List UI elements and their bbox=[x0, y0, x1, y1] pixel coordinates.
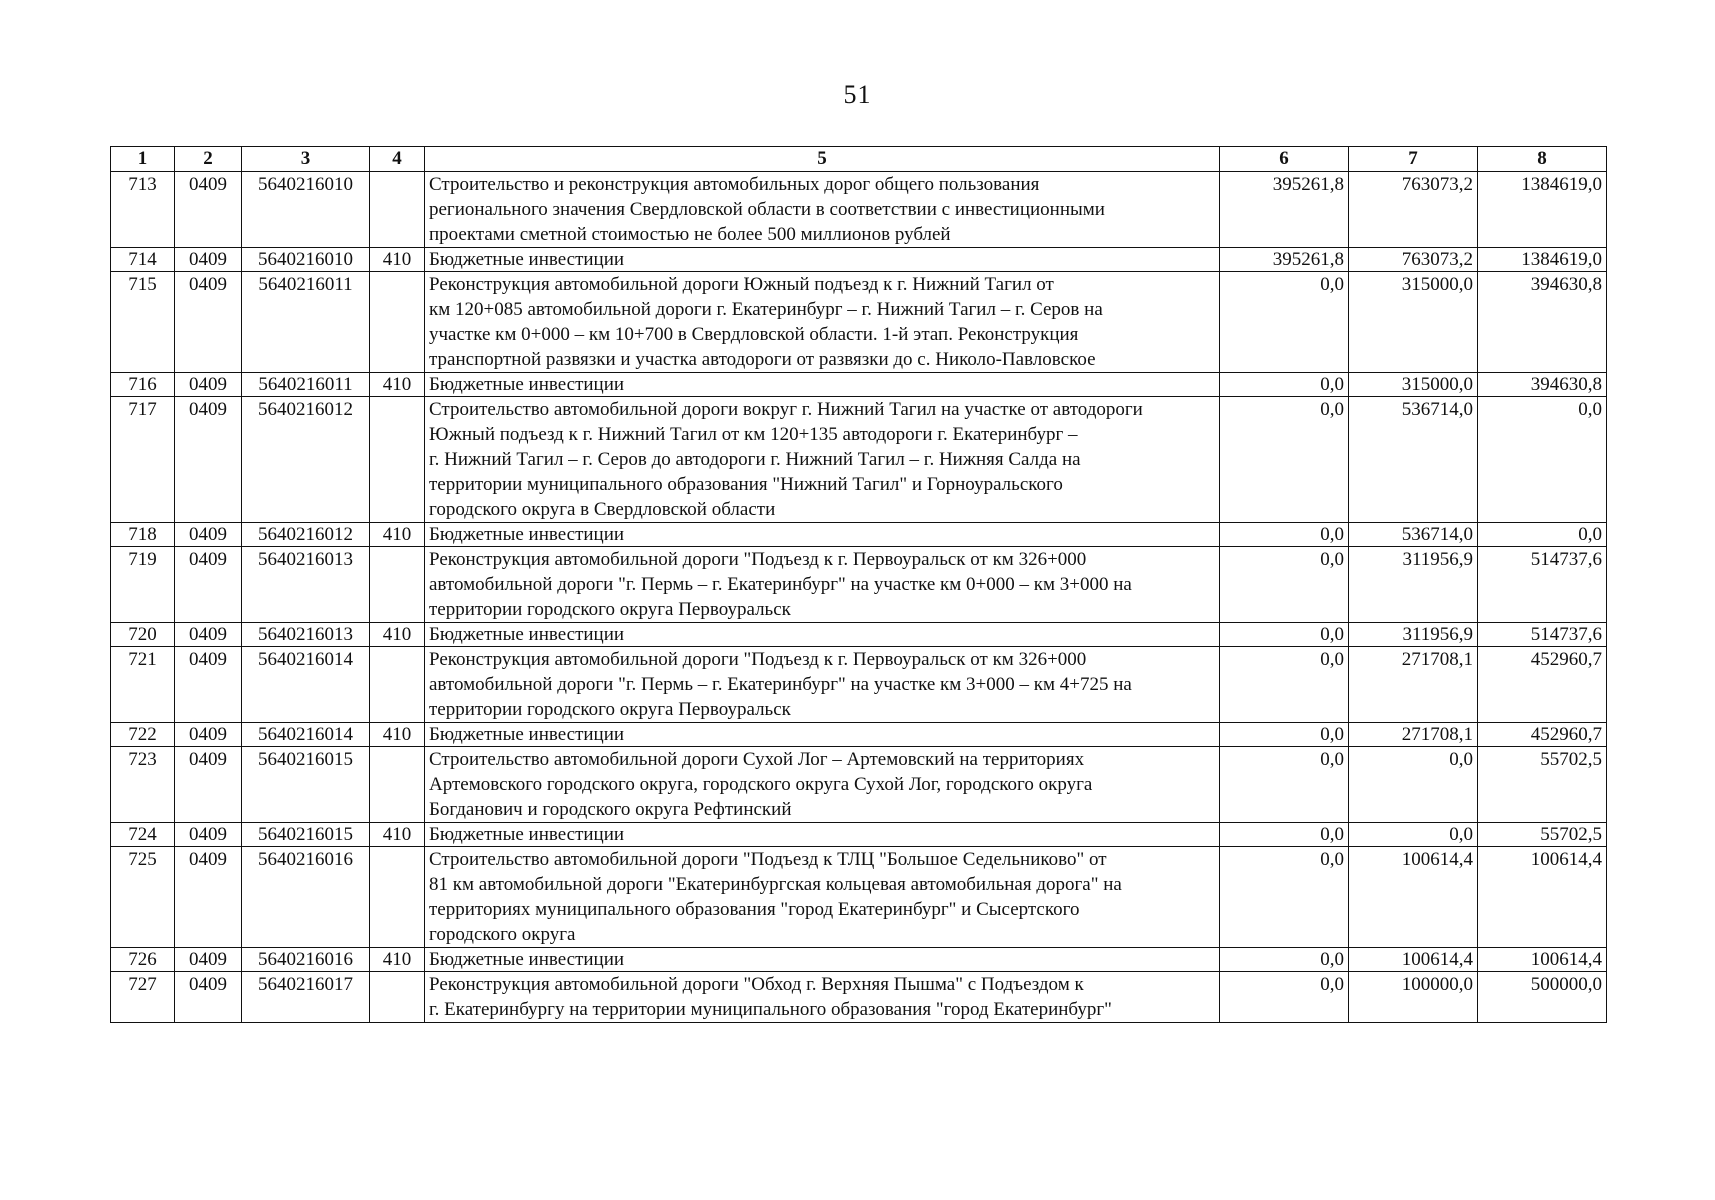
section-code: 0409 bbox=[175, 523, 242, 547]
amount-col-6: 0,0 bbox=[1220, 397, 1349, 523]
row-number: 724 bbox=[111, 823, 175, 847]
description-line: проектами сметной стоимостью не более 500 миллионов рублей bbox=[429, 224, 951, 245]
description-line: Реконструкция автомобильной дороги "Подъезд к г. Первоуральск от км 326+000 bbox=[429, 649, 1087, 670]
target-item-code: 5640216010 bbox=[242, 172, 370, 248]
amount-col-7: 0,0 bbox=[1349, 747, 1478, 823]
amount-col-7: 311956,9 bbox=[1349, 547, 1478, 623]
description-line: г. Нижний Тагил – г. Серов до автодороги г. Нижний Тагил – г. Нижняя Салда на bbox=[429, 449, 1081, 470]
description-line: Южный подъезд к г. Нижний Тагил от км 120+135 автодороги г. Екатеринбург – bbox=[429, 424, 1078, 445]
amount-col-8: 514737,6 bbox=[1478, 623, 1607, 647]
row-number: 723 bbox=[111, 747, 175, 823]
page-number: 51 bbox=[843, 80, 872, 109]
expense-type-code bbox=[370, 397, 425, 523]
description bbox=[425, 172, 1220, 248]
description-line: Бюджетные инвестиции bbox=[429, 249, 625, 270]
expense-type-code: 410 bbox=[370, 248, 425, 272]
description-line: Артемовского городского округа, городского округа Сухой Лог, городского округа bbox=[429, 774, 1093, 795]
budget-table bbox=[110, 146, 1607, 1023]
row-number: 715 bbox=[111, 272, 175, 373]
expense-type-code: 410 bbox=[370, 948, 425, 972]
expense-type-code bbox=[370, 547, 425, 623]
table-row bbox=[111, 373, 1607, 397]
description bbox=[425, 272, 1220, 373]
amount-col-7: 271708,1 bbox=[1349, 723, 1478, 747]
amount-col-7: 315000,0 bbox=[1349, 272, 1478, 373]
description-line: Бюджетные инвестиции bbox=[429, 624, 625, 645]
description-line: автомобильной дороги "г. Пермь – г. Екатеринбург" на участке км 3+000 – км 4+725 на bbox=[429, 674, 1132, 695]
row-number: 721 bbox=[111, 647, 175, 723]
description bbox=[425, 747, 1220, 823]
table-row bbox=[111, 823, 1607, 847]
description-line: Бюджетные инвестиции bbox=[429, 824, 625, 845]
description-line: км 120+085 автомобильной дороги г. Екатеринбург – г. Нижний Тагил – г. Серов на bbox=[429, 299, 1103, 320]
target-item-code: 5640216012 bbox=[242, 523, 370, 547]
expense-type-code: 410 bbox=[370, 523, 425, 547]
row-number: 720 bbox=[111, 623, 175, 647]
table-row bbox=[111, 172, 1607, 248]
expense-type-code: 410 bbox=[370, 723, 425, 747]
amount-col-7: 536714,0 bbox=[1349, 523, 1478, 547]
amount-col-6: 0,0 bbox=[1220, 272, 1349, 373]
description-line: регионального значения Свердловской области в соответствии с инвестиционными bbox=[429, 199, 1105, 220]
description-line: 81 км автомобильной дороги "Екатеринбургская кольцевая автомобильная дорога" на bbox=[429, 874, 1122, 895]
header-col-2: 2 bbox=[175, 147, 242, 172]
amount-col-8: 55702,5 bbox=[1478, 823, 1607, 847]
table-row bbox=[111, 623, 1607, 647]
description-line: Реконструкция автомобильной дороги "Обход г. Верхняя Пышма" с Подъездом к bbox=[429, 974, 1084, 995]
table-header bbox=[111, 147, 1607, 172]
table-row bbox=[111, 523, 1607, 547]
table-row bbox=[111, 248, 1607, 272]
row-number: 714 bbox=[111, 248, 175, 272]
amount-col-6: 0,0 bbox=[1220, 373, 1349, 397]
description bbox=[425, 248, 1220, 272]
description bbox=[425, 623, 1220, 647]
description bbox=[425, 948, 1220, 972]
row-number: 727 bbox=[111, 972, 175, 1023]
description-line: автомобильной дороги "г. Пермь – г. Екатеринбург" на участке км 0+000 – км 3+000 на bbox=[429, 574, 1132, 595]
table-row bbox=[111, 547, 1607, 623]
expense-type-code: 410 bbox=[370, 823, 425, 847]
description bbox=[425, 847, 1220, 948]
section-code: 0409 bbox=[175, 647, 242, 723]
header-col-7: 7 bbox=[1349, 147, 1478, 172]
section-code: 0409 bbox=[175, 747, 242, 823]
expense-type-code: 410 bbox=[370, 373, 425, 397]
header-col-6: 6 bbox=[1220, 147, 1349, 172]
amount-col-7: 315000,0 bbox=[1349, 373, 1478, 397]
amount-col-7: 536714,0 bbox=[1349, 397, 1478, 523]
section-code: 0409 bbox=[175, 172, 242, 248]
target-item-code: 5640216013 bbox=[242, 547, 370, 623]
description bbox=[425, 823, 1220, 847]
description-line: городского округа bbox=[429, 924, 576, 945]
section-code: 0409 bbox=[175, 248, 242, 272]
amount-col-8: 452960,7 bbox=[1478, 723, 1607, 747]
section-code: 0409 bbox=[175, 397, 242, 523]
header-row bbox=[111, 147, 1607, 172]
amount-col-6: 395261,8 bbox=[1220, 172, 1349, 248]
section-code: 0409 bbox=[175, 723, 242, 747]
amount-col-8: 1384619,0 bbox=[1478, 248, 1607, 272]
amount-col-6: 0,0 bbox=[1220, 747, 1349, 823]
table-row bbox=[111, 723, 1607, 747]
header-col-3: 3 bbox=[242, 147, 370, 172]
expense-type-code: 410 bbox=[370, 623, 425, 647]
expense-type-code bbox=[370, 647, 425, 723]
table-row bbox=[111, 948, 1607, 972]
description-line: Реконструкция автомобильной дороги "Подъезд к г. Первоуральск от км 326+000 bbox=[429, 549, 1087, 570]
table-body bbox=[111, 172, 1607, 1023]
amount-col-6: 0,0 bbox=[1220, 523, 1349, 547]
amount-col-8: 500000,0 bbox=[1478, 972, 1607, 1023]
description-line: Строительство автомобильной дороги "Подъезд к ТЛЦ "Большое Седельниково" от bbox=[429, 849, 1107, 870]
amount-col-7: 100614,4 bbox=[1349, 847, 1478, 948]
table-row bbox=[111, 647, 1607, 723]
amount-col-7: 311956,9 bbox=[1349, 623, 1478, 647]
description-line: г. Екатеринбургу на территории муниципального образования "город Екатеринбург" bbox=[429, 999, 1112, 1020]
row-number: 713 bbox=[111, 172, 175, 248]
row-number: 719 bbox=[111, 547, 175, 623]
table-row bbox=[111, 847, 1607, 948]
row-number: 717 bbox=[111, 397, 175, 523]
amount-col-7: 100000,0 bbox=[1349, 972, 1478, 1023]
amount-col-6: 0,0 bbox=[1220, 723, 1349, 747]
target-item-code: 5640216015 bbox=[242, 747, 370, 823]
amount-col-8: 394630,8 bbox=[1478, 272, 1607, 373]
amount-col-8: 514737,6 bbox=[1478, 547, 1607, 623]
row-number: 726 bbox=[111, 948, 175, 972]
target-item-code: 5640216016 bbox=[242, 948, 370, 972]
target-item-code: 5640216016 bbox=[242, 847, 370, 948]
expense-type-code bbox=[370, 272, 425, 373]
amount-col-8: 0,0 bbox=[1478, 397, 1607, 523]
description-line: участке км 0+000 – км 10+700 в Свердловской области. 1-й этап. Реконструкция bbox=[429, 324, 1079, 345]
expense-type-code bbox=[370, 847, 425, 948]
description-line: территориях муниципального образования "город Екатеринбург" и Сысертского bbox=[429, 899, 1080, 920]
amount-col-8: 100614,4 bbox=[1478, 948, 1607, 972]
amount-col-6: 0,0 bbox=[1220, 847, 1349, 948]
target-item-code: 5640216015 bbox=[242, 823, 370, 847]
amount-col-6: 0,0 bbox=[1220, 623, 1349, 647]
row-number: 716 bbox=[111, 373, 175, 397]
description bbox=[425, 647, 1220, 723]
header-col-4: 4 bbox=[370, 147, 425, 172]
amount-col-8: 452960,7 bbox=[1478, 647, 1607, 723]
description-line: Бюджетные инвестиции bbox=[429, 949, 625, 970]
amount-col-6: 0,0 bbox=[1220, 972, 1349, 1023]
expense-type-code bbox=[370, 172, 425, 248]
section-code: 0409 bbox=[175, 373, 242, 397]
description bbox=[425, 547, 1220, 623]
section-code: 0409 bbox=[175, 948, 242, 972]
target-item-code: 5640216014 bbox=[242, 647, 370, 723]
section-code: 0409 bbox=[175, 272, 242, 373]
description-line: Бюджетные инвестиции bbox=[429, 724, 625, 745]
header-col-8: 8 bbox=[1478, 147, 1607, 172]
row-number: 718 bbox=[111, 523, 175, 547]
section-code: 0409 bbox=[175, 823, 242, 847]
description-line: Строительство автомобильной дороги Сухой Лог – Артемовский на территориях bbox=[429, 749, 1085, 770]
description-line: Богданович и городского округа Рефтинский bbox=[429, 799, 792, 820]
description-line: Бюджетные инвестиции bbox=[429, 524, 625, 545]
amount-col-8: 55702,5 bbox=[1478, 747, 1607, 823]
amount-col-6: 0,0 bbox=[1220, 547, 1349, 623]
expense-type-code bbox=[370, 972, 425, 1023]
target-item-code: 5640216013 bbox=[242, 623, 370, 647]
amount-col-6: 395261,8 bbox=[1220, 248, 1349, 272]
amount-col-7: 0,0 bbox=[1349, 823, 1478, 847]
row-number: 722 bbox=[111, 723, 175, 747]
amount-col-8: 394630,8 bbox=[1478, 373, 1607, 397]
amount-col-7: 271708,1 bbox=[1349, 647, 1478, 723]
section-code: 0409 bbox=[175, 623, 242, 647]
target-item-code: 5640216011 bbox=[242, 272, 370, 373]
amount-col-7: 763073,2 bbox=[1349, 248, 1478, 272]
amount-col-6: 0,0 bbox=[1220, 823, 1349, 847]
target-item-code: 5640216017 bbox=[242, 972, 370, 1023]
table-row bbox=[111, 747, 1607, 823]
amount-col-8: 100614,4 bbox=[1478, 847, 1607, 948]
table-row bbox=[111, 397, 1607, 523]
description-line: территории городского округа Первоуральск bbox=[429, 699, 791, 720]
description bbox=[425, 397, 1220, 523]
section-code: 0409 bbox=[175, 547, 242, 623]
description-line: территории муниципального образования "Нижний Тагил" и Горноуральского bbox=[429, 474, 1063, 495]
description bbox=[425, 972, 1220, 1023]
section-code: 0409 bbox=[175, 847, 242, 948]
description-line: территории городского округа Первоуральск bbox=[429, 599, 791, 620]
expense-type-code bbox=[370, 747, 425, 823]
header-col-5: 5 bbox=[425, 147, 1220, 172]
table-row bbox=[111, 972, 1607, 1023]
description bbox=[425, 373, 1220, 397]
amount-col-6: 0,0 bbox=[1220, 647, 1349, 723]
description-line: транспортной развязки и участка автодороги от развязки до с. Николо-Павловское bbox=[429, 349, 1096, 370]
section-code: 0409 bbox=[175, 972, 242, 1023]
description-line: Строительство и реконструкция автомобильных дорог общего пользования bbox=[429, 174, 1040, 195]
target-item-code: 5640216014 bbox=[242, 723, 370, 747]
amount-col-7: 100614,4 bbox=[1349, 948, 1478, 972]
row-number: 725 bbox=[111, 847, 175, 948]
target-item-code: 5640216011 bbox=[242, 373, 370, 397]
amount-col-8: 0,0 bbox=[1478, 523, 1607, 547]
table-row bbox=[111, 272, 1607, 373]
header-col-1: 1 bbox=[111, 147, 175, 172]
description-line: Строительство автомобильной дороги вокруг г. Нижний Тагил на участке от автодороги bbox=[429, 399, 1143, 420]
description bbox=[425, 723, 1220, 747]
description-line: городского округа в Свердловской области bbox=[429, 499, 776, 520]
description-line: Реконструкция автомобильной дороги Южный подъезд к г. Нижний Тагил от bbox=[429, 274, 1054, 295]
target-item-code: 5640216012 bbox=[242, 397, 370, 523]
amount-col-7: 763073,2 bbox=[1349, 172, 1478, 248]
target-item-code: 5640216010 bbox=[242, 248, 370, 272]
description-line: Бюджетные инвестиции bbox=[429, 374, 625, 395]
description bbox=[425, 523, 1220, 547]
amount-col-6: 0,0 bbox=[1220, 948, 1349, 972]
amount-col-8: 1384619,0 bbox=[1478, 172, 1607, 248]
